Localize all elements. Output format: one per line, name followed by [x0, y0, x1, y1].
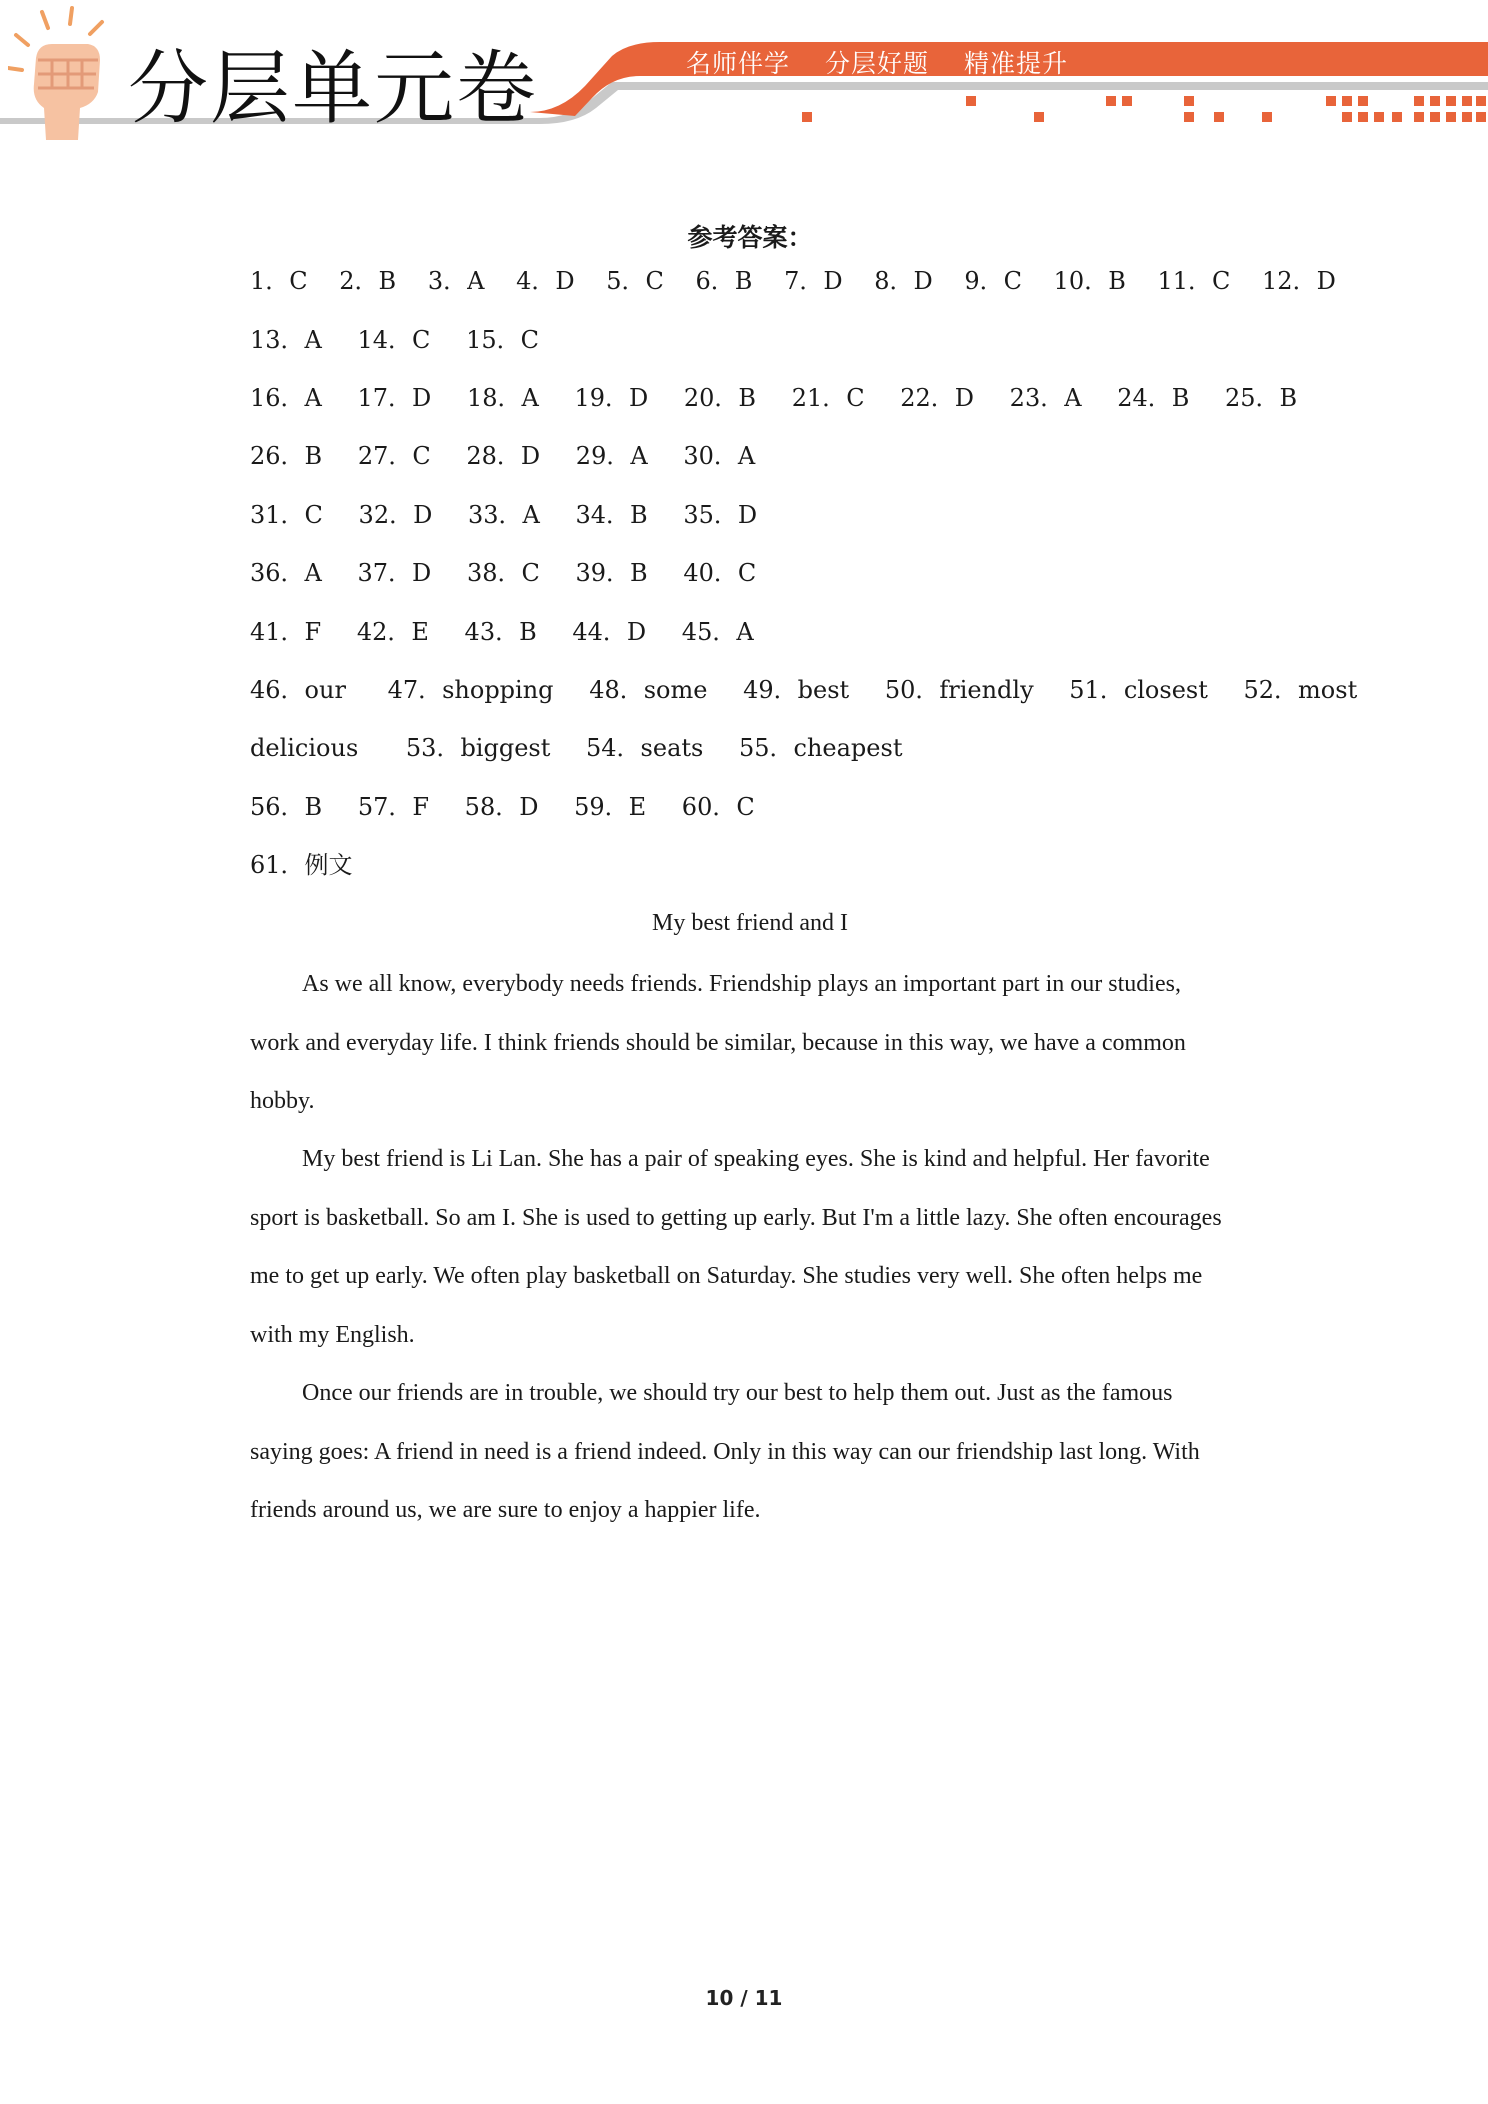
answer-item: 37．D: [357, 559, 432, 587]
answer-item: 56．B: [250, 793, 323, 821]
answer-item: 23．A: [1009, 384, 1082, 412]
answer-row-3: [250, 383, 1325, 413]
slogan-1: 名师伴学: [686, 49, 791, 78]
answer-row-10: [250, 792, 783, 822]
answer-item: 42．E: [356, 618, 429, 646]
answer-item: 32．D: [358, 501, 433, 529]
answer-item: 36．A: [250, 559, 322, 587]
answer-item: 12．D: [1262, 267, 1336, 295]
answer-item: 24．B: [1117, 384, 1190, 412]
answer-item: 8．D: [874, 267, 933, 295]
answer-item: 31．C: [250, 501, 323, 529]
answer-row-1: [250, 266, 1360, 296]
page-indicator: 10 / 11: [705, 1986, 783, 2010]
answer-item: 47．shopping: [387, 676, 554, 704]
slogan-2: 分层好题: [824, 49, 929, 78]
answer-item: 25．B: [1225, 384, 1298, 412]
answer-item: 2．B: [339, 267, 397, 295]
brand-title: 分层单元卷: [128, 42, 538, 135]
answer-item: 18．A: [466, 384, 539, 412]
answer-item: 6．B: [695, 267, 753, 295]
answer-item: 30．A: [683, 442, 756, 470]
answer-item: 14．C: [357, 326, 431, 354]
answer-item: 40．C: [683, 559, 757, 587]
answer-item: 28．D: [466, 442, 541, 470]
answer-item: 53．biggest: [405, 734, 551, 762]
answer-item: 17．D: [357, 384, 432, 412]
answer-item: 52．most: [1243, 676, 1358, 704]
answer-item: 55．cheapest: [738, 734, 903, 762]
answer-item: 35．D: [683, 501, 758, 529]
answer-item: 41．F: [250, 618, 322, 646]
answer-item: 58．D: [464, 793, 539, 821]
answer-item: 45．A: [681, 618, 754, 646]
answer-item: 21．C: [791, 384, 865, 412]
answer-row-7: [250, 617, 782, 647]
answer-item: 13．A: [250, 326, 322, 354]
slogan-3: 精准提升: [963, 49, 1068, 78]
essay-title: My best friend and I: [652, 910, 848, 936]
answer-row-2: [250, 325, 567, 355]
answer-item: 4．D: [516, 267, 575, 295]
answer-item: 43．B: [464, 618, 537, 646]
answer-item: 3．A: [427, 267, 485, 295]
answer-item: 59．E: [574, 793, 647, 821]
answer-item: 7．D: [784, 267, 843, 295]
answer-item: 1．C: [250, 267, 308, 295]
answer-item: 44．D: [572, 618, 647, 646]
answer-item: 10．B: [1053, 267, 1126, 295]
answer-item: 39．B: [575, 559, 648, 587]
section-title: 参考答案：: [687, 223, 813, 252]
answer-item: 60．C: [681, 793, 755, 821]
page-header: [0, 0, 1488, 150]
answer-item: 34．B: [575, 501, 648, 529]
answer-item: 50．friendly: [884, 676, 1034, 704]
header-slogans: [686, 44, 1094, 80]
essay-paragraph-2: My best friend is Li Lan. She has a pair of speaking eyes. She is kind and helpful. Her favorite sport is basketball. So am I. She is used to getting up early. But I'm a little lazy. She often encourages me to get up early. We often play basketball on Saturday. She studies very well. She often helps me with my English.: [250, 1146, 1222, 1348]
answer-item: 15．C: [466, 326, 539, 354]
essay-paragraph-3: Once our friends are in trouble, we should try our best to help them out. Just as the famous saying goes: A friend in need is a friend indeed. Only in this way can our friendship last long. With friends around us, we are sure to enjoy a happier life.: [250, 1380, 1200, 1523]
answer-item: 57．F: [357, 793, 430, 821]
answer-row-5: [250, 500, 785, 530]
answer-item: 38．C: [466, 559, 540, 587]
answer-row-8: [250, 675, 1385, 705]
answer-item: 20．B: [683, 384, 757, 412]
answer-item: 16．A: [250, 384, 322, 412]
answer-item: 49．best: [743, 676, 850, 704]
answer-row-9: [250, 733, 930, 763]
fist-icon: [8, 0, 118, 150]
answer-row-4: [250, 441, 783, 471]
answer-item: 54．seats: [586, 734, 704, 762]
answer-item: 5．C: [606, 267, 664, 295]
answer-item: 11．C: [1157, 267, 1231, 295]
answer-item: 51．closest: [1069, 676, 1208, 704]
answer-row-11: 61．例文: [250, 851, 353, 879]
answer-item: 33．A: [467, 501, 540, 529]
answer-item: 46．our: [250, 676, 346, 704]
answer-row-6: [250, 558, 784, 588]
answer-item: delicious: [250, 734, 359, 762]
answer-item: 22．D: [900, 384, 975, 412]
answer-item: 9．C: [964, 267, 1023, 295]
answer-item: 29．A: [575, 442, 648, 470]
answer-item: 48．some: [589, 676, 708, 704]
answer-item: 26．B: [250, 442, 323, 470]
essay-paragraph-1: As we all know, everybody needs friends. Friendship plays an important part in our studies, work and everyday life. I think friends should be similar, because in this way, we have a common hobby.: [250, 971, 1186, 1114]
answer-item: 27．C: [357, 442, 431, 470]
answer-item: 19．D: [574, 384, 649, 412]
